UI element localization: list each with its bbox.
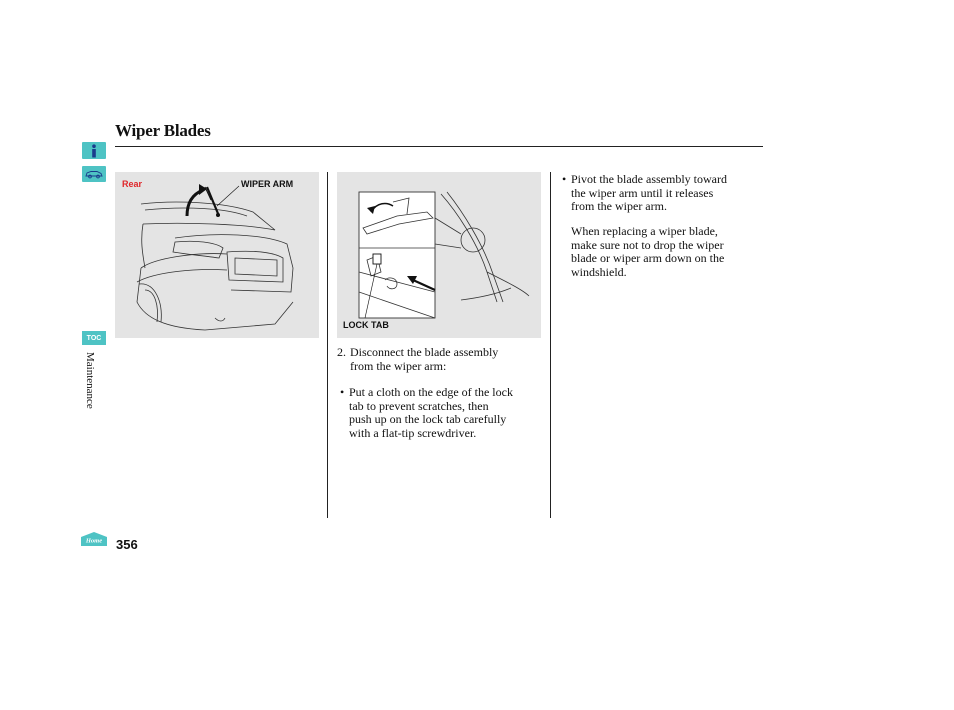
section-label: Maintenance xyxy=(84,352,96,409)
bullet-text: Pivot the blade assembly toward the wiper arm until it releases from the wiper arm. xyxy=(571,172,727,213)
bullet-pivot xyxy=(562,173,762,214)
label-lock-tab: LOCK TAB xyxy=(343,320,389,330)
replacement-note: When replacing a wiper blade, make sure not to drop the wiper blade or wiper arm down on the windshield. xyxy=(571,224,725,279)
title-divider xyxy=(115,146,763,147)
figure-lock-tab xyxy=(337,172,541,338)
home-button[interactable] xyxy=(80,531,108,547)
car-button[interactable] xyxy=(82,166,106,182)
step-number: 2. xyxy=(337,345,346,359)
label-wiper-arm: WIPER ARM xyxy=(241,179,294,189)
lock-tab-illustration xyxy=(337,172,541,338)
bullet-text: Put a cloth on the edge of the lock tab to prevent scratches, then push up on the lock tab carefully with a flat-tip screwdriver. xyxy=(349,385,513,440)
column-divider-1 xyxy=(327,172,328,518)
svg-text:Home: Home xyxy=(85,537,103,545)
page-title: Wiper Blades xyxy=(115,121,211,140)
step-text: Disconnect the blade assembly from the wiper arm: xyxy=(350,345,499,373)
bullet-dot: • xyxy=(340,385,345,399)
home-icon xyxy=(80,531,108,547)
label-rear: Rear xyxy=(122,179,143,189)
step-2 xyxy=(337,346,547,373)
bullet-dot: • xyxy=(562,172,567,186)
toc-button[interactable]: TOC xyxy=(82,331,106,345)
page-number: 356 xyxy=(116,537,138,552)
figure-rear-wiper xyxy=(115,172,319,338)
bullet-lock-tab xyxy=(340,386,550,440)
car-icon xyxy=(84,169,104,179)
info-icon xyxy=(89,144,99,158)
rear-car-illustration xyxy=(115,172,319,338)
column-divider-2 xyxy=(550,172,551,518)
info-button[interactable] xyxy=(82,142,106,159)
